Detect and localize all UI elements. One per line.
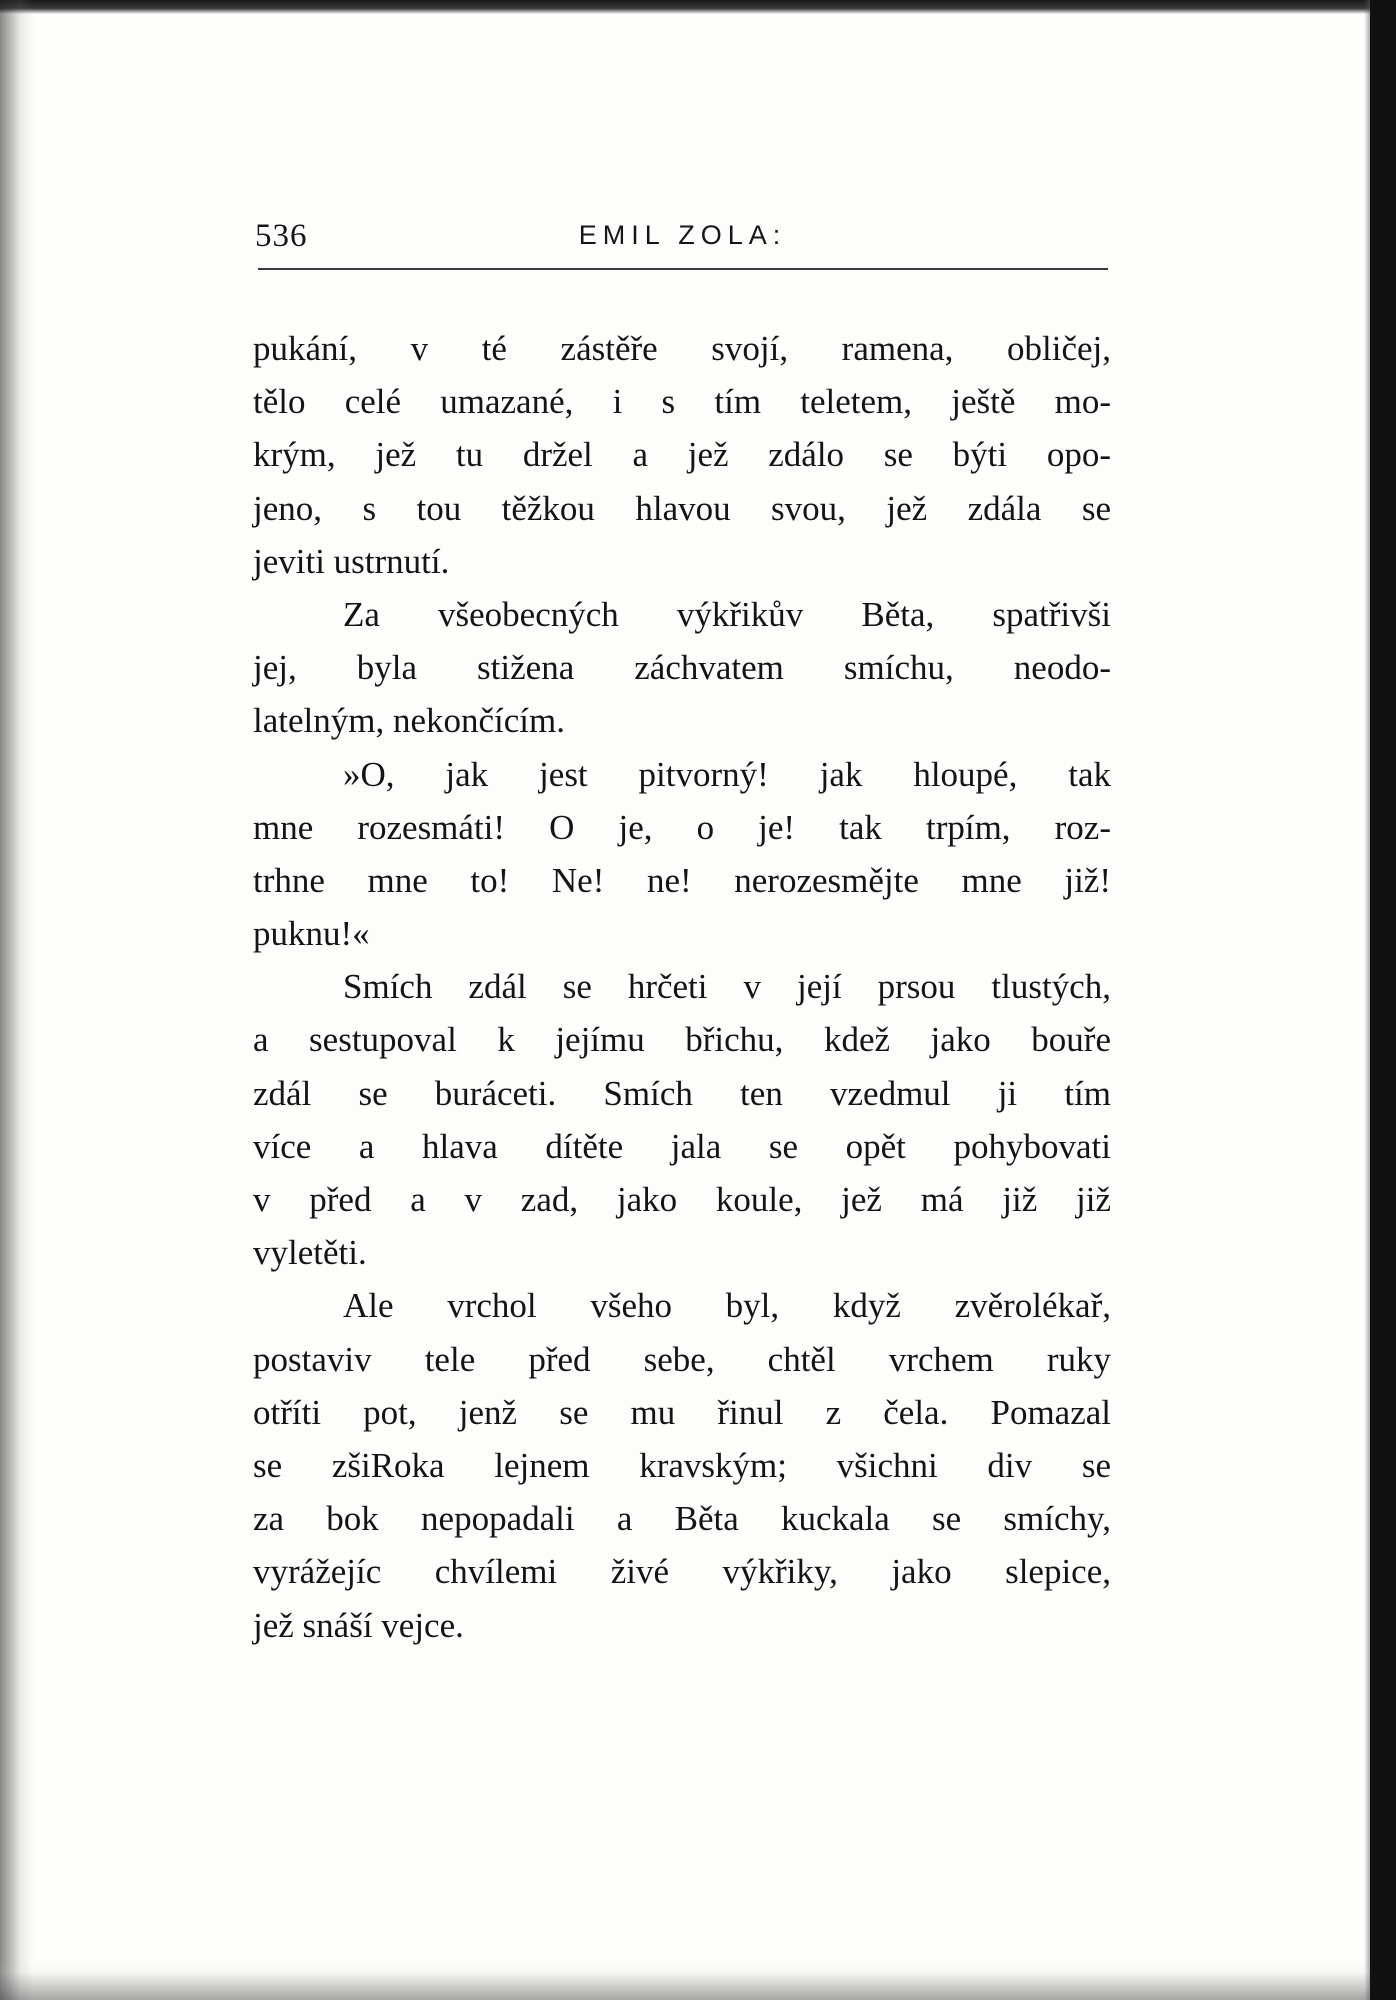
page-edge-shadow-bottom (0, 1960, 1396, 2000)
text-line: jež snáší vejce. (253, 1605, 464, 1645)
header-rule (258, 268, 1108, 270)
page-header (255, 208, 1110, 268)
text-line: mne rozesmáti! O je, o je! tak trpím, roz- (253, 807, 1111, 847)
text-line: jeviti ustrnutí. (253, 541, 450, 581)
text-line: a sestupoval k jejímu břichu, kdež jako bouře (253, 1020, 1111, 1060)
text-line: se zšiRoka lejnem kravským; všichni div se (253, 1445, 1111, 1485)
text-line: latelným, nekončícím. (253, 701, 565, 741)
text-line: za bok nepopadali a Běta kuckala se smíchy, (253, 1499, 1111, 1539)
book-binding-edge (1370, 0, 1396, 2000)
text-line: »O, jak jest pitvorný! jak hloupé, tak (343, 754, 1111, 794)
page-edge-shadow-left (0, 0, 34, 2000)
page-edge-shadow-top (0, 0, 1396, 14)
text-line: trhne mne to! Ne! ne! nerozesmějte mne již! (253, 860, 1111, 900)
text-line: postaviv tele před sebe, chtěl vrchem ruky (253, 1339, 1111, 1379)
text-line: Smích zdál se hrčeti v její prsou tlustých, (343, 967, 1111, 1007)
text-line: krým, jež tu držel a jež zdálo se býti opo- (253, 435, 1111, 475)
text-line: tělo celé umazané, i s tím teletem, ještě mo- (253, 382, 1111, 422)
text-line: pukání, v té zástěře svojí, ramena, obličej, (253, 329, 1111, 368)
running-head: EMIL ZOLA: (578, 220, 787, 250)
text-line: více a hlava dítěte jala se opět pohybovati (253, 1126, 1111, 1166)
text-line: zdál se buráceti. Smích ten vzedmul ji tím (253, 1073, 1111, 1113)
text-line: puknu!« (253, 914, 370, 954)
text-line: v před a v zad, jako koule, jež má již již (253, 1180, 1111, 1219)
text-line: vyletěti. (253, 1233, 367, 1273)
text-line: Za všeobecných výkřikův Běta, spatřivši (343, 594, 1111, 634)
text-line: otříti pot, jenž se mu řinul z čela. Pomazal (253, 1392, 1111, 1432)
text-line: jeno, s tou těžkou hlavou svou, jež zdála se (253, 488, 1111, 528)
page-number: 536 (255, 218, 308, 254)
text-line: jej, byla stižena záchvatem smíchu, neodo- (253, 648, 1111, 688)
text-line: Ale vrchol všeho byl, když zvěrolékař, (343, 1286, 1111, 1326)
text-line: vyrážejíc chvílemi živé výkřiky, jako slepice, (253, 1552, 1111, 1592)
body-text (253, 322, 1111, 1652)
